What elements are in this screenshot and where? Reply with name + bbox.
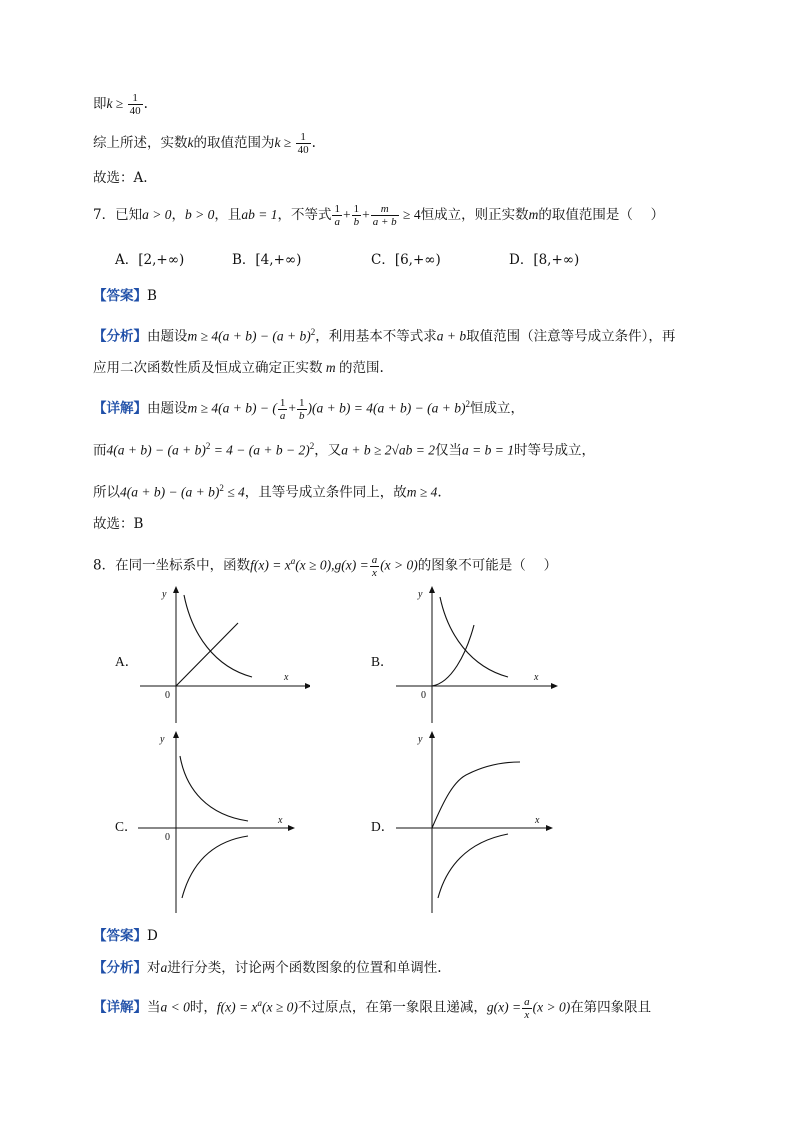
math-sup: a: [257, 998, 262, 1008]
y-label: y: [162, 589, 167, 600]
answer-tag: 【答案】: [93, 928, 147, 944]
y-label: y: [418, 734, 423, 745]
y-arrow: [429, 586, 435, 593]
text: 的图象不可能是（ ）: [417, 557, 558, 574]
y-label: y: [418, 589, 423, 600]
option-a: A．[2,+∞): [115, 252, 185, 268]
fraction-denominator: x: [524, 1008, 530, 1021]
fraction-denominator: 40: [297, 144, 309, 156]
math: m ≥ 4(a + b) − (a + b): [187, 328, 311, 344]
text: 应用二次函数性质及恒成立确定正实数: [93, 360, 323, 376]
fraction: [278, 397, 288, 422]
text: ，且等号成立条件同上，故: [244, 484, 407, 501]
fraction-numerator: a: [524, 995, 530, 1008]
hyperbola-upper-curve: [180, 756, 248, 821]
line-choose-b: 故选：B: [93, 516, 144, 532]
hyperbola-lower-curve: [182, 836, 248, 898]
math: b > 0: [184, 207, 215, 222]
math-rel: ≥: [280, 135, 295, 150]
line-conclusion-1: [93, 92, 148, 117]
math-sup: 2: [465, 399, 471, 409]
fraction: [522, 996, 532, 1021]
math-op: +: [342, 207, 351, 222]
analysis-tag: 【分析】: [93, 960, 147, 976]
fraction-numerator: 1: [279, 396, 286, 409]
origin-label: 0: [421, 690, 426, 701]
text: 当: [147, 999, 161, 1016]
fraction-numerator: 1: [128, 92, 143, 105]
analysis-tag: 【分析】: [93, 328, 147, 345]
text: 由题设: [147, 328, 188, 345]
detail-line-1: [93, 394, 524, 422]
text: 的取值范围是（ ）: [538, 207, 665, 223]
text: 时，: [189, 999, 217, 1016]
answer-tag: 【答案】: [93, 288, 147, 304]
fraction-denominator: a: [334, 216, 340, 228]
math: m ≥ 4: [406, 484, 438, 500]
text: 恒成立，则正实数: [420, 207, 529, 223]
text: 不过原点，在第一象限且递减，: [297, 999, 487, 1016]
text: ，且: [214, 207, 242, 223]
math: (x ≥ 0): [261, 999, 298, 1015]
fraction: [128, 92, 143, 117]
text: ，又: [314, 442, 342, 459]
detail-line-8: [93, 993, 651, 1021]
math-var: k: [106, 96, 113, 111]
question-7-stem: [93, 203, 664, 228]
fraction: [296, 131, 311, 156]
text: 的取值范围为: [193, 135, 275, 151]
graph-label-a: A．: [115, 654, 139, 669]
text: 由题设: [147, 400, 188, 417]
text: 取值范围（注意等号成立条件），再: [466, 328, 676, 345]
analysis-line-2: [93, 358, 384, 378]
math-var: m: [322, 360, 339, 375]
detail-line-2: [93, 436, 595, 461]
math: g(x) =: [486, 999, 522, 1015]
option-d: D．[8,+∞): [509, 252, 580, 268]
answer-value: B: [147, 288, 157, 304]
graph-b: [396, 585, 566, 725]
math: a = b = 1: [462, 442, 515, 458]
math: m ≥ 4(a + b) − (: [187, 400, 277, 416]
fraction: [352, 203, 362, 228]
text: 进行分类，讨论两个函数图象的位置和单调性.: [167, 960, 442, 976]
line-conclusion-2: [93, 131, 316, 156]
origin-label: 0: [165, 690, 170, 701]
answer-value: D: [147, 928, 158, 944]
power-curve: [432, 625, 474, 686]
math-sup: 2: [309, 441, 315, 451]
graph-label-b: B．: [371, 654, 394, 669]
text: 7．已知: [93, 207, 143, 223]
math: 4(a + b) − (a + b): [120, 484, 220, 500]
text: 即: [93, 96, 107, 112]
graph-d: [396, 730, 566, 915]
text: ，: [171, 207, 185, 223]
analysis-line-1: [93, 322, 675, 347]
math-sup: 2: [219, 483, 224, 493]
text: 8．在同一坐标系中，函数: [93, 557, 251, 574]
math: (x > 0): [380, 557, 418, 573]
x-arrow: [288, 825, 295, 831]
x-arrow: [546, 825, 553, 831]
text: 在第四象限且: [570, 999, 652, 1016]
hyperbola-curve: [440, 597, 508, 677]
y-arrow: [173, 731, 179, 738]
graph-label-d: D．: [371, 819, 395, 834]
fraction-numerator: 1: [299, 396, 305, 409]
math: (x ≥ 0),g(x) =: [295, 557, 369, 573]
y-arrow: [429, 731, 435, 738]
x-label: x: [535, 815, 540, 826]
text: 恒成立，: [470, 400, 525, 417]
text: ，利用基本不等式求: [315, 328, 437, 345]
text: 所以: [93, 484, 120, 501]
math-sup: 2: [205, 441, 211, 451]
math: a + b ≥ 2√ab = 2: [341, 442, 436, 458]
math-rel: ≥: [112, 96, 127, 111]
y-arrow: [173, 586, 179, 593]
x-label: x: [284, 672, 289, 683]
math-var: k: [187, 135, 194, 150]
text: 仅当: [435, 442, 463, 459]
math-var: a: [160, 960, 168, 975]
fraction-denominator: a + b: [372, 216, 397, 228]
graph-a: [140, 585, 310, 725]
fraction: [370, 554, 380, 579]
fraction-numerator: m: [371, 203, 399, 216]
fraction-numerator: a: [371, 553, 378, 566]
detail-line-3: [93, 478, 442, 503]
text: 对: [147, 960, 161, 976]
math: (x > 0): [532, 999, 571, 1015]
math: )(a + b) = 4(a + b) − (a + b): [307, 400, 466, 416]
text: .: [437, 484, 442, 501]
origin-label: 0: [165, 832, 170, 843]
power-curve: [432, 762, 520, 828]
math: a < 0: [160, 999, 190, 1015]
text: .: [311, 135, 316, 151]
x-label: x: [534, 672, 539, 683]
fraction: [332, 203, 342, 228]
answer-line-8: [93, 926, 158, 946]
fraction: [297, 397, 307, 422]
x-arrow: [551, 683, 558, 689]
math: a > 0: [142, 207, 172, 222]
fraction-numerator: 1: [296, 131, 311, 144]
math: ≤ 4: [223, 484, 245, 500]
fraction-numerator: 1: [334, 203, 340, 215]
x-arrow: [305, 683, 310, 689]
option-b: B．[4,+∞): [232, 252, 302, 268]
detail-tag: 【详解】: [93, 999, 147, 1016]
math-var: m: [528, 207, 539, 222]
math-rel: ≥ 4: [399, 207, 421, 222]
fraction-denominator: b: [299, 409, 305, 422]
line-curve: [176, 623, 238, 686]
line-choose-a: 故选：A.: [93, 170, 148, 186]
hyperbola-curve: [184, 595, 252, 677]
fraction-denominator: 40: [129, 105, 141, 117]
option-c: C．[6,+∞): [371, 252, 441, 268]
math: ab = 1: [241, 207, 278, 222]
fraction-denominator: x: [371, 566, 377, 579]
hyperbola-lower-curve: [438, 834, 508, 898]
text: 综上所述，实数: [93, 135, 188, 151]
text: .: [143, 96, 148, 112]
math-op: +: [288, 400, 296, 416]
fraction-denominator: b: [353, 216, 360, 228]
text: 的范围.: [339, 360, 384, 376]
math: = 4 − (a + b − 2): [210, 442, 310, 458]
analysis-line-8: [93, 958, 442, 978]
math: f(x) = x: [250, 557, 291, 573]
text: 时等号成立，: [514, 442, 596, 459]
math: f(x) = x: [216, 999, 258, 1015]
text: ，不等式: [277, 207, 332, 223]
detail-tag: 【详解】: [93, 400, 147, 417]
graph-label-c: C．: [115, 819, 138, 834]
question-8-stem: [93, 551, 557, 579]
math: a + b: [436, 328, 467, 344]
math-sup: a: [290, 556, 296, 566]
math-op: +: [362, 207, 370, 222]
y-label: y: [160, 734, 165, 745]
x-label: x: [278, 815, 283, 826]
text: 而: [93, 442, 107, 459]
math-var: k: [274, 135, 281, 150]
graph-c: [138, 730, 308, 915]
fraction-denominator: a: [279, 409, 286, 422]
math-sup: 2: [310, 327, 316, 337]
math: 4(a + b) − (a + b): [106, 442, 206, 458]
answer-line: [93, 286, 157, 306]
fraction: [371, 203, 399, 228]
fraction-numerator: 1: [353, 203, 360, 215]
